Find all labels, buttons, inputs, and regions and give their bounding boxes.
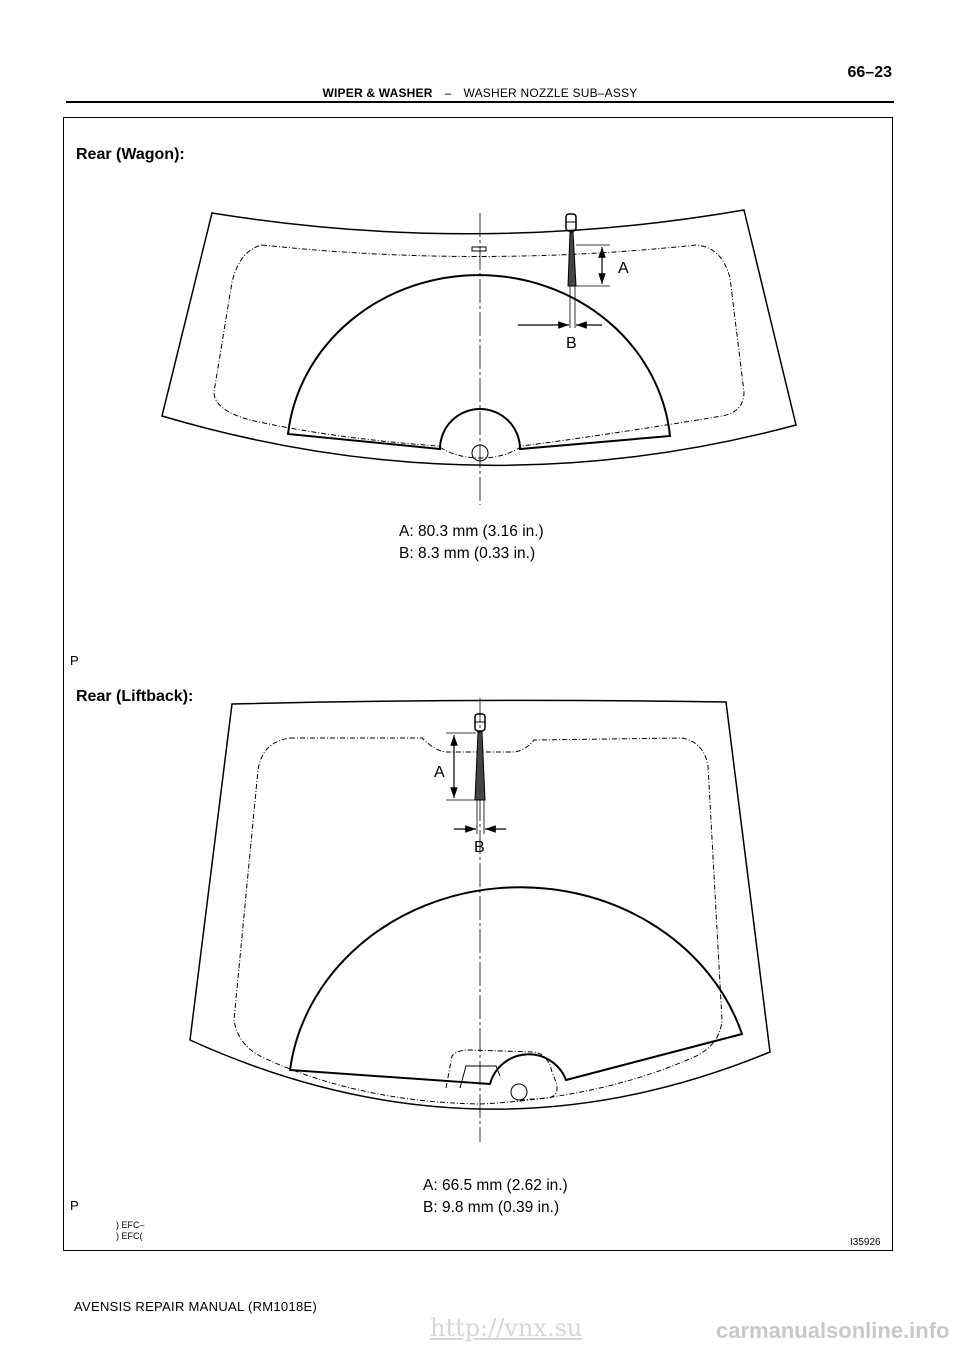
figure-code-2: ) EFC(	[116, 1231, 143, 1241]
wagon-spec-a: A: 80.3 mm (3.16 in.)	[399, 523, 544, 540]
page-number: 66–23	[847, 64, 892, 81]
liftback-spray-jet	[475, 732, 485, 800]
header-section: WIPER & WASHER	[322, 86, 433, 100]
wagon-inner-border	[214, 245, 744, 458]
liftback-pivot-bracket	[446, 1050, 557, 1100]
wagon-glass-outline	[162, 210, 796, 465]
liftback-window-diagram	[190, 698, 770, 1142]
liftback-label-a: A	[434, 764, 445, 781]
footer-manual-title: AVENSIS REPAIR MANUAL (RM1018E)	[74, 1299, 318, 1314]
watermark-site: carmanualsonline.info	[716, 1318, 950, 1343]
liftback-wiper-pivot	[511, 1084, 527, 1100]
liftback-spec-a: A: 66.5 mm (2.62 in.)	[423, 1177, 568, 1194]
wagon-title: Rear (Wagon):	[76, 146, 185, 163]
p-mark-lower: P	[70, 1198, 79, 1213]
header-subsection: WASHER NOZZLE SUB–ASSY	[463, 86, 638, 100]
figure-codes	[116, 1220, 145, 1242]
liftback-specs	[423, 1175, 568, 1219]
liftback-title: Rear (Liftback):	[76, 688, 194, 705]
wagon-label-b: B	[566, 335, 577, 352]
wagon-wipe-area	[288, 275, 670, 449]
wagon-spray-jet	[568, 232, 576, 286]
liftback-spec-b: B: 9.8 mm (0.39 in.)	[423, 1199, 560, 1216]
wagon-window-diagram	[162, 210, 796, 505]
wagon-specs	[399, 521, 544, 565]
liftback-label-b: B	[474, 839, 485, 856]
figure-code-1: ) EFC–	[116, 1220, 145, 1230]
watermark-link[interactable]: http://vnx.su	[430, 1314, 583, 1342]
header-separator: –	[444, 86, 452, 100]
figure-id: I35926	[850, 1237, 881, 1248]
p-mark-upper: P	[70, 653, 79, 668]
liftback-wipe-area	[290, 887, 742, 1084]
wagon-label-a: A	[618, 260, 629, 277]
wagon-spec-b: B: 8.3 mm (0.33 in.)	[399, 545, 536, 562]
wagon-top-mark	[472, 247, 486, 251]
